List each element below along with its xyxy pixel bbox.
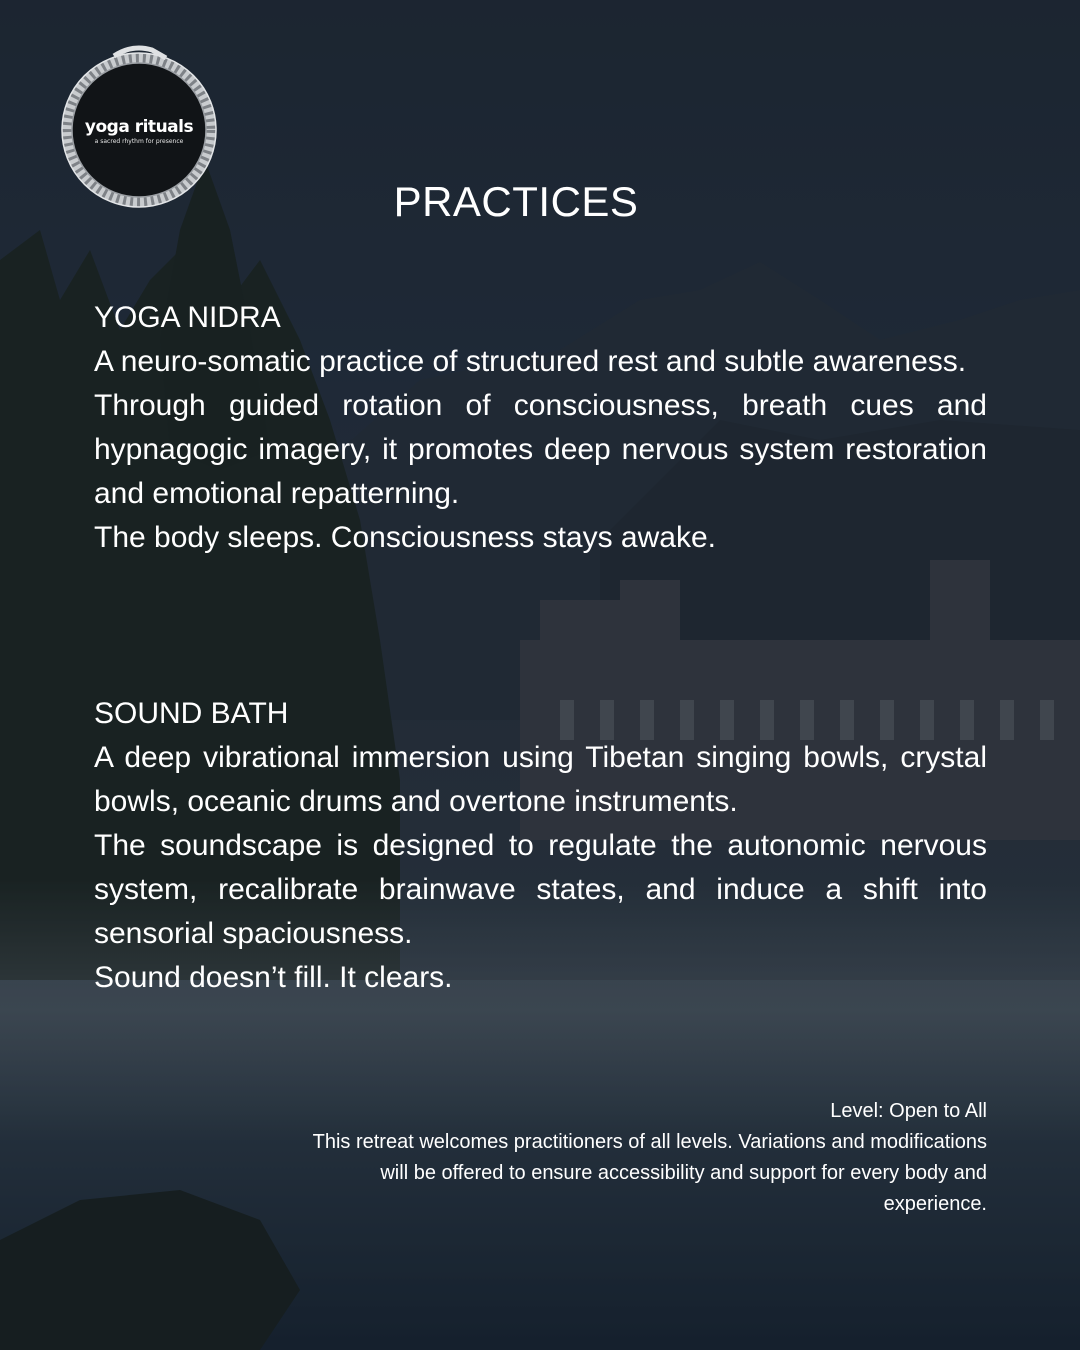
section-heading: YOGA NIDRA <box>94 301 281 334</box>
level-description: This retreat welcomes practitioners of all levels. Variations and modifications will be offered to ensure accessibility and support for every body and experience. <box>312 1131 987 1215</box>
level-info <box>307 1096 987 1220</box>
section-paragraph: The body sleeps. Consciousness stays awake. <box>94 521 716 554</box>
section-paragraph: A neuro-somatic practice of structured rest and subtle awareness. <box>94 345 967 378</box>
section-paragraph: A deep vibrational immersion using Tibetan singing bowls, crystal bowls, oceanic drums and overtone instruments. <box>94 741 987 818</box>
section-heading: SOUND BATH <box>94 697 289 730</box>
level-label: Level: Open to All <box>830 1100 987 1122</box>
brand-name: yoga rituals <box>84 117 194 137</box>
section-paragraph: Sound doesn’t fill. It clears. <box>94 961 453 994</box>
page-title: PRACTICES <box>393 178 639 226</box>
section-yoga-nidra <box>94 296 987 560</box>
section-paragraph: Through guided rotation of consciousness, breath cues and hypnagogic imagery, it promotes deep nervous system restoration and emotional repatterning. <box>94 389 987 510</box>
section-sound-bath <box>94 692 987 1000</box>
brand-tagline: a sacred rhythm for presence <box>94 138 184 145</box>
section-paragraph: The soundscape is designed to regulate the autonomic nervous system, recalibrate brainwave states, and induce a shift into sensorial spaciousness. <box>94 829 987 950</box>
